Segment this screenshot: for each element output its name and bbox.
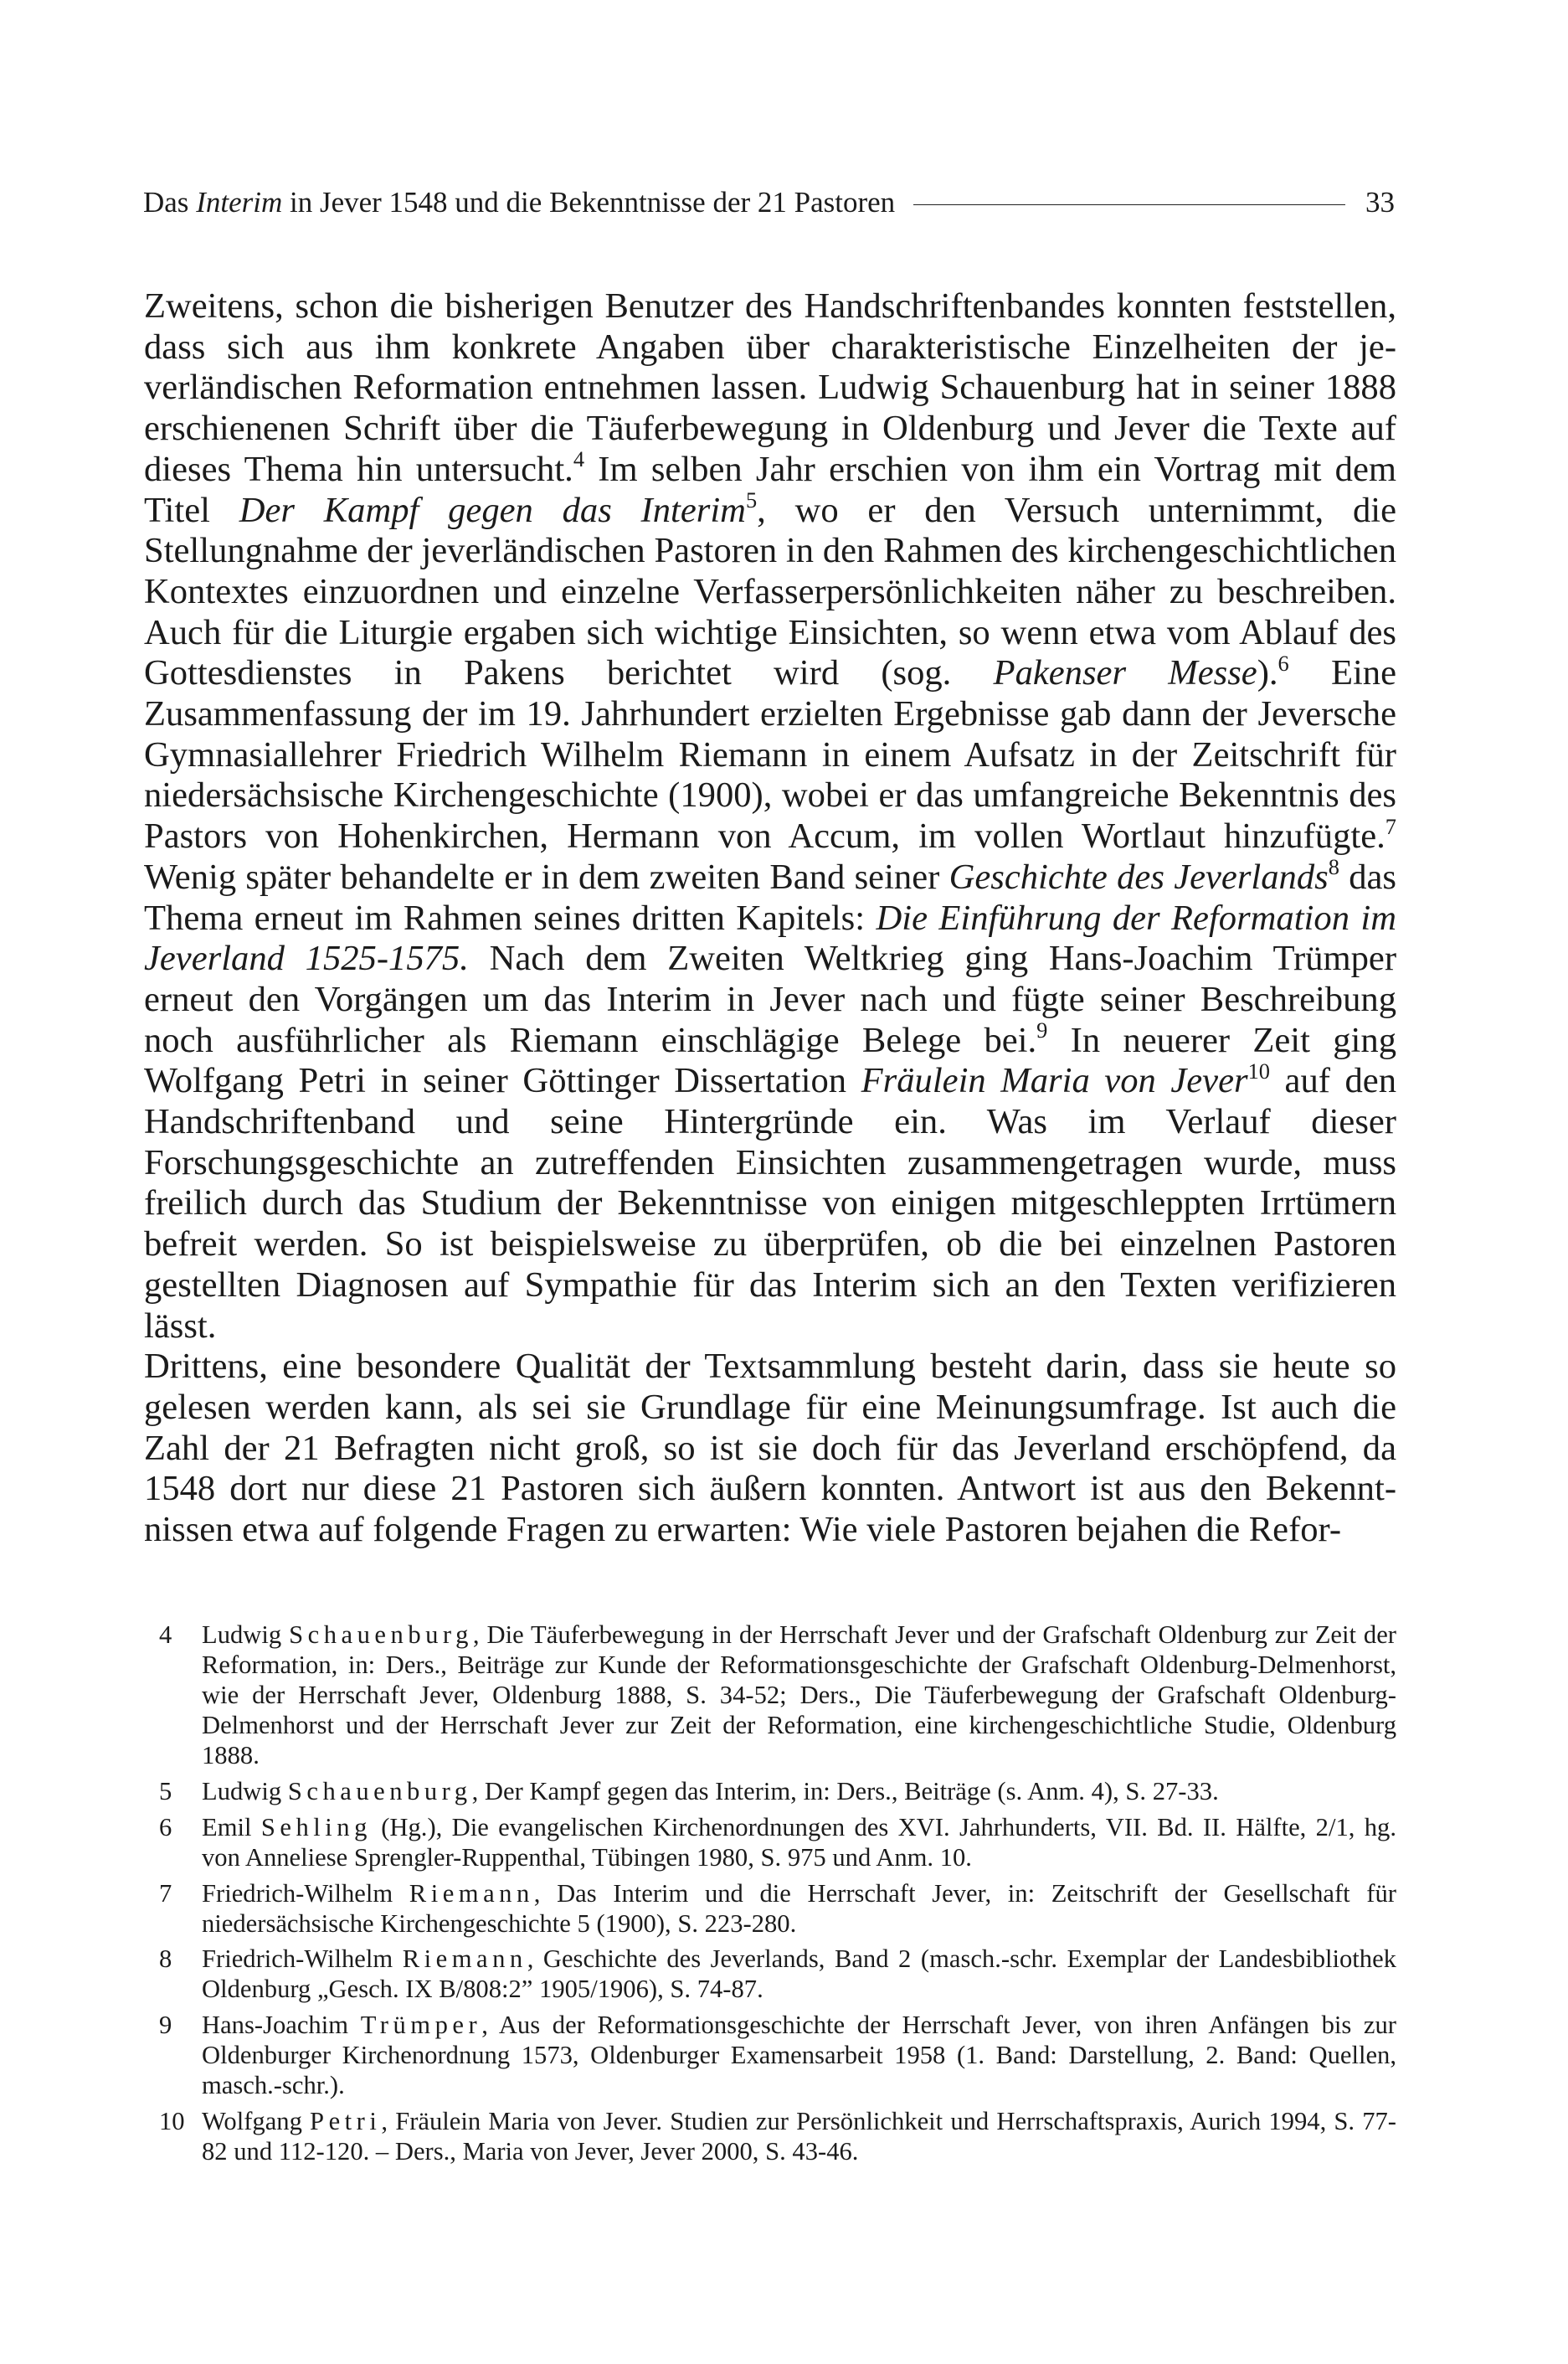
footnote-number: 5 (159, 1777, 172, 1806)
footnote-10 (159, 2106, 1396, 2166)
author-name: Riemann (402, 1944, 527, 1974)
header-rule (913, 204, 1345, 205)
footnote-number: 8 (159, 1944, 172, 1974)
footnote-4 (159, 1620, 1396, 1770)
footnote-ref-10[interactable]: 10 (1247, 1058, 1270, 1084)
footnote-text: Friedrich-Wilhelm Riemann, Geschichte des Jeverlands, Band 2 (masch.-schr. Exemplar der Landesbibliothek Oldenburg „Gesch. IX B/808:2” 1905/1906), S. 74-87. (202, 1944, 1396, 2004)
footnote-text: Ludwig Schauenburg, Der Kampf gegen das Interim, in: Ders., Beiträge (s. Anm. 4), S. 27-33. (202, 1777, 1219, 1806)
footnote-5 (159, 1776, 1396, 1806)
footnote-number: 7 (159, 1878, 172, 1908)
paragraph-research-history: Zweitens, schon die bisherigen Benutzer des Handschriftenbandes konnten feststellen, dass sich aus ihm konkrete Angaben über charakteristische Einzelheiten der jeverländischen Reformation entnehmen lassen. Ludwig Schauenburg hat in seiner 1888 erschienenen Schrift über die Täuferbewegung in Oldenburg und Jever die Texte auf dieses Thema hin untersucht.$^4$ Im selben Jahr erschien von ihm ein Vortrag mit dem Titel Der Kampf gegen das Interim$^5$, wo er den Versuch unternimmt, die Stellungnahme der jeverländischen Pastoren in den Rahmen des kirchengeschichtlichen Kontextes einzuordnen und einzelne Verfasserpersönlichkeiten näher zu beschreiben. Auch für die Liturgie ergaben sich wichtige Einsichten, so wenn etwa vom Ablauf des Gottesdienstes in Pakens berichtet wird (sog. Pakenser Messe).$^6$ Eine Zusammenfassung der im 19. Jahrhundert erzielten Ergebnisse gab dann der Jeversche Gymnasiallehrer Friedrich Wilhelm Riemann in einem Aufsatz in der Zeitschrift für niedersächsische Kirchengeschichte (1900), wobei er das umfangreiche Bekenntnis des Pastors von Hohenkirchen, Hermann von Accum, im vollen Wortlaut hinzufügte.$^7$ Wenig später behandelte er in dem zweiten Band seiner Geschichte des Jeverlands$^8$ das Thema erneut im Rahmen seines dritten Kapitels: Die Einführung der Reformation im Jeverland 1525-1575. Nach dem Zweiten Weltkrieg ging Hans-Joachim Trümper erneut den Vorgängen um das Interim in Jever nach und fügte seiner Beschreibung noch ausführlicher als Riemann einschlägige Belege bei.$^9$ In neuerer Zeit ging Wolfgang Petri in seiner Göttinger Dissertation Fräulein Maria von Jever$^{10}$ auf den Handschriftenband und seine Hintergründe ein. Was im Verlauf dieser Forschungsgeschichte an zutreffenden Einsichten zusammengetragen wurde, muss freilich durch das Studium der Bekenntnisse von einigen mitgeschleppten Irrtümern befreit werden. So ist beispielsweise zu überprüfen, ob die bei einzelnen Pastoren gestellten Diagnosen auf Sympathie für das Interim sich an den Texten verifizieren lässt. (144, 286, 1397, 1346)
footnote-text: Hans-Joachim Trümper, Aus der Reformationsgeschichte der Herrschaft Jever, von ihren Anfängen bis zur Oldenburger Kirchenordnung 1573, Oldenburger Examensarbeit 1958 (1. Band: Darstellung, 2. Band: Quellen, masch.-schr.). (202, 2011, 1396, 2100)
footnote-ref-4[interactable]: 4 (573, 446, 585, 472)
running-header (143, 183, 1395, 223)
author-name: Schauenburg (287, 1777, 472, 1806)
author-name: Schauenburg (289, 1620, 473, 1649)
footnote-ref-9[interactable]: 9 (1036, 1017, 1048, 1043)
author-name: Petri (310, 2106, 382, 2135)
footnote-9 (159, 2010, 1396, 2100)
footnote-6 (159, 1812, 1396, 1872)
author-name: Sehling (260, 1812, 372, 1841)
author-name: Riemann (409, 1878, 534, 1908)
footnote-text: Emil Sehling (Hg.), Die evangelischen Kirchenordnungen des XVI. Jahrhunderts, VII. Bd. II. Hälfte, 2/1, hg. von Anneliese Sprengler-Ruppenthal, Tübingen 1980, S. 975 und Anm. 10. (202, 1812, 1396, 1872)
page-number: 33 (1365, 186, 1395, 219)
footnote-text: Wolfgang Petri, Fräulein Maria von Jever. Studien zur Persönlichkeit und Herrschaftspraxis, Aurich 1994, S. 77-82 und 112-120. – Ders., Maria von Jever, Jever 2000, S. 43-46. (202, 2106, 1396, 2166)
footnotes (159, 1620, 1396, 2172)
running-title-italic: Interim (196, 186, 283, 219)
footnote-text: Ludwig Schauenburg, Die Täuferbewegung in der Herrschaft Jever und der Grafschaft Oldenburg zur Zeit der Reformation, in: Ders., Beiträge zur Kunde der Reformationsgeschichte der Grafschaft Oldenburg-Delmenhorst, wie der Herrschaft Jever, Oldenburg 1888, S. 34-52; Ders., Die Täuferbewegung der Grafschaft Oldenburg-Delmenhorst und der Herrschaft Jever zur Zeit der Reformation, eine kirchengeschichtliche Studie, Oldenburg 1888. (202, 1620, 1396, 1770)
footnote-ref-6[interactable]: 6 (1278, 650, 1289, 676)
italic-title: Pakenser Messe (993, 653, 1257, 693)
footnote-number: 4 (159, 1620, 172, 1649)
footnote-number: 6 (159, 1812, 172, 1841)
footnote-ref-7[interactable]: 7 (1385, 813, 1396, 839)
running-title: Das Interim in Jever 1548 und die Bekenntnisse der 21 Pastoren (143, 186, 896, 219)
footnote-number: 9 (159, 2011, 172, 2040)
italic-title: Geschichte des Jeverlands (949, 857, 1329, 897)
footnote-ref-8[interactable]: 8 (1328, 854, 1339, 880)
footnote-number: 10 (159, 2106, 185, 2135)
author-name: Trümper (360, 2011, 482, 2040)
footnote-8 (159, 1944, 1396, 2004)
italic-title: Die Einführung der Reformation im Jeverland 1525-1575. (144, 898, 1396, 979)
footnote-7 (159, 1878, 1396, 1939)
italic-title: Fräulein Maria von Jever (861, 1061, 1248, 1101)
paragraph-survey: Drittens, eine besondere Qualität der Textsammlung besteht darin, dass sie heute so gelesen werden kann, als sei sie Grundlage für eine Meinungsumfrage. Ist auch die Zahl der 21 Befragten nicht groß, so ist sie doch für das Jeverland erschöpfend, da 1548 dort nur diese 21 Pastoren sich äußern konnten. Antwort ist aus den Bekenntnissen etwa auf folgende Fragen zu erwarten: Wie viele Pastoren bejahen die Refor- (144, 1347, 1396, 1550)
footnote-text: Friedrich-Wilhelm Riemann, Das Interim und die Herrschaft Jever, in: Zeitschrift der Gesellschaft für niedersächsische Kirchengeschichte 5 (1900), S. 223-280. (202, 1878, 1396, 1938)
main-text (144, 286, 1396, 1551)
italic-title: Der Kampf gegen das Interim (239, 490, 746, 530)
footnote-ref-5[interactable]: 5 (745, 487, 758, 513)
